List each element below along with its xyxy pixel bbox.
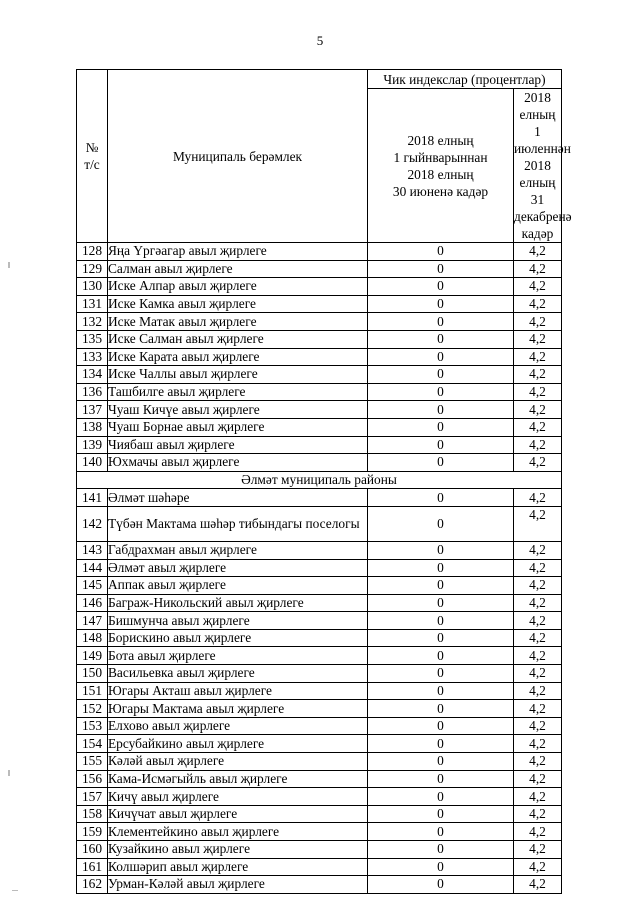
row-index-period-1: 0 bbox=[368, 735, 514, 753]
table-row bbox=[77, 541, 562, 559]
row-number: 135 bbox=[77, 330, 108, 348]
row-number: 160 bbox=[77, 841, 108, 859]
row-municipality: Иске Салман авыл җирлеге bbox=[108, 330, 368, 348]
row-index-period-2: 4,2 bbox=[514, 348, 562, 366]
table-row bbox=[77, 577, 562, 595]
table-row bbox=[77, 559, 562, 577]
row-index-period-2: 4,2 bbox=[514, 295, 562, 313]
row-number: 156 bbox=[77, 770, 108, 788]
table-row bbox=[77, 243, 562, 261]
row-index-period-1: 0 bbox=[368, 348, 514, 366]
table-row bbox=[77, 788, 562, 806]
row-municipality: Кузайкино авыл җирлеге bbox=[108, 841, 368, 859]
row-number: 153 bbox=[77, 717, 108, 735]
row-index-period-1: 0 bbox=[368, 541, 514, 559]
row-index-period-1: 0 bbox=[368, 489, 514, 507]
row-municipality: Клементейкино авыл җирлеге bbox=[108, 823, 368, 841]
table-body-part-1 bbox=[77, 243, 562, 472]
table-row bbox=[77, 735, 562, 753]
table-row bbox=[77, 841, 562, 859]
row-index-period-1: 0 bbox=[368, 506, 514, 541]
row-municipality: Иске Карата авыл җирлеге bbox=[108, 348, 368, 366]
row-index-period-1: 0 bbox=[368, 805, 514, 823]
row-index-period-2: 4,2 bbox=[514, 876, 562, 894]
scan-mark bbox=[8, 770, 10, 776]
table-row bbox=[77, 260, 562, 278]
scan-mark bbox=[8, 262, 10, 268]
table-row bbox=[77, 330, 562, 348]
row-index-period-1: 0 bbox=[368, 682, 514, 700]
section-header: Әлмәт муниципаль районы bbox=[77, 471, 562, 489]
row-index-period-2: 4,2 bbox=[514, 700, 562, 718]
table-row bbox=[77, 418, 562, 436]
table-row bbox=[77, 753, 562, 771]
row-number: 143 bbox=[77, 541, 108, 559]
row-number: 162 bbox=[77, 876, 108, 894]
row-index-period-2: 4,2 bbox=[514, 418, 562, 436]
row-number: 131 bbox=[77, 295, 108, 313]
row-index-period-1: 0 bbox=[368, 823, 514, 841]
table-row bbox=[77, 295, 562, 313]
table-body-part-2 bbox=[77, 489, 562, 893]
row-number: 147 bbox=[77, 612, 108, 630]
row-number: 136 bbox=[77, 383, 108, 401]
row-index-period-2: 4,2 bbox=[514, 682, 562, 700]
row-municipality: Борискино авыл җирлеге bbox=[108, 629, 368, 647]
row-municipality: Чуаш Борнае авыл җирлеге bbox=[108, 418, 368, 436]
row-index-period-2: 4,2 bbox=[514, 489, 562, 507]
row-index-period-2: 4,2 bbox=[514, 841, 562, 859]
row-index-period-2: 4,2 bbox=[514, 805, 562, 823]
table-row bbox=[77, 489, 562, 507]
row-number: 149 bbox=[77, 647, 108, 665]
table-row bbox=[77, 823, 562, 841]
row-index-period-1: 0 bbox=[368, 665, 514, 683]
row-index-period-2: 4,2 bbox=[514, 260, 562, 278]
row-municipality: Иске Алпар авыл җирлеге bbox=[108, 278, 368, 296]
row-index-period-1: 0 bbox=[368, 629, 514, 647]
table-row bbox=[77, 647, 562, 665]
row-index-period-1: 0 bbox=[368, 700, 514, 718]
row-index-period-1: 0 bbox=[368, 295, 514, 313]
row-municipality: Иске Камка авыл җирлеге bbox=[108, 295, 368, 313]
row-number: 144 bbox=[77, 559, 108, 577]
row-index-period-2: 4,2 bbox=[514, 577, 562, 595]
table-row bbox=[77, 506, 562, 541]
row-municipality: Кәләй авыл җирлеге bbox=[108, 753, 368, 771]
row-municipality: Иске Матак авыл җирлеге bbox=[108, 313, 368, 331]
row-municipality: Кама-Исмәгыйль авыл җирлеге bbox=[108, 770, 368, 788]
row-number: 155 bbox=[77, 753, 108, 771]
row-index-period-1: 0 bbox=[368, 753, 514, 771]
row-number: 134 bbox=[77, 366, 108, 384]
row-municipality: Әлмәт авыл җирлеге bbox=[108, 559, 368, 577]
row-index-period-1: 0 bbox=[368, 436, 514, 454]
row-index-period-1: 0 bbox=[368, 330, 514, 348]
table-row bbox=[77, 366, 562, 384]
row-municipality: Габдрахман авыл җирлеге bbox=[108, 541, 368, 559]
row-municipality: Юхмачы авыл җирлеге bbox=[108, 454, 368, 472]
row-number: 146 bbox=[77, 594, 108, 612]
row-municipality: Чиябаш авыл җирлеге bbox=[108, 436, 368, 454]
row-number: 158 bbox=[77, 805, 108, 823]
row-index-period-2: 4,2 bbox=[514, 823, 562, 841]
row-index-period-2: 4,2 bbox=[514, 313, 562, 331]
row-municipality: Урман-Кәләй авыл җирлеге bbox=[108, 876, 368, 894]
row-number: 138 bbox=[77, 418, 108, 436]
scan-mark bbox=[12, 890, 18, 891]
row-municipality: Ерсубайкино авыл җирлеге bbox=[108, 735, 368, 753]
row-number: 148 bbox=[77, 629, 108, 647]
table-row bbox=[77, 278, 562, 296]
row-number: 137 bbox=[77, 401, 108, 419]
row-index-period-1: 0 bbox=[368, 612, 514, 630]
row-municipality: Яңа Үргәагар авыл җирлеге bbox=[108, 243, 368, 261]
row-index-period-2: 4,2 bbox=[514, 629, 562, 647]
row-municipality: Югары Мактама авыл җирлеге bbox=[108, 700, 368, 718]
row-index-period-2: 4,2 bbox=[514, 594, 562, 612]
row-index-period-1: 0 bbox=[368, 401, 514, 419]
row-municipality: Иске Чаллы авыл җирлеге bbox=[108, 366, 368, 384]
row-index-period-2: 4,2 bbox=[514, 665, 562, 683]
row-index-period-2: 4,2 bbox=[514, 612, 562, 630]
row-index-period-2: 4,2 bbox=[514, 541, 562, 559]
row-index-period-1: 0 bbox=[368, 788, 514, 806]
row-index-period-1: 0 bbox=[368, 876, 514, 894]
row-municipality: Югары Акташ авыл җирлеге bbox=[108, 682, 368, 700]
row-municipality: Аппак авыл җирлеге bbox=[108, 577, 368, 595]
row-number: 133 bbox=[77, 348, 108, 366]
row-index-period-2: 4,2 bbox=[514, 278, 562, 296]
row-municipality: Елхово авыл җирлеге bbox=[108, 717, 368, 735]
row-number: 154 bbox=[77, 735, 108, 753]
row-municipality: Бота авыл җирлеге bbox=[108, 647, 368, 665]
row-index-period-2: 4,2 bbox=[514, 788, 562, 806]
row-index-period-2: 4,2 bbox=[514, 647, 562, 665]
table-row bbox=[77, 348, 562, 366]
table-row bbox=[77, 612, 562, 630]
row-index-period-1: 0 bbox=[368, 260, 514, 278]
row-number: 129 bbox=[77, 260, 108, 278]
table-row bbox=[77, 700, 562, 718]
row-municipality: Бишмунча авыл җирлеге bbox=[108, 612, 368, 630]
row-municipality: Кичүчат авыл җирлеге bbox=[108, 805, 368, 823]
row-index-period-2: 4,2 bbox=[514, 735, 562, 753]
section-header-group bbox=[77, 471, 562, 489]
table-row bbox=[77, 858, 562, 876]
row-index-period-1: 0 bbox=[368, 313, 514, 331]
header-limit-indices: Чик индекслар (процентлар) bbox=[368, 70, 562, 89]
row-index-period-2: 4,2 bbox=[514, 559, 562, 577]
table-row bbox=[77, 313, 562, 331]
row-index-period-1: 0 bbox=[368, 647, 514, 665]
table-row bbox=[77, 665, 562, 683]
table-row bbox=[77, 682, 562, 700]
row-municipality: Әлмәт шәһәре bbox=[108, 489, 368, 507]
row-municipality: Баграж-Никольский авыл җирлеге bbox=[108, 594, 368, 612]
page-number: 5 bbox=[316, 33, 324, 48]
table-row bbox=[77, 770, 562, 788]
table-row bbox=[77, 629, 562, 647]
header-period-2: 2018 елның 1 июленнән 2018 елның 31 декабренә кадәр bbox=[514, 90, 572, 241]
row-number: 157 bbox=[77, 788, 108, 806]
table-row bbox=[77, 805, 562, 823]
row-index-period-1: 0 bbox=[368, 594, 514, 612]
row-index-period-2: 4,2 bbox=[514, 858, 562, 876]
row-municipality: Кичү авыл җирлеге bbox=[108, 788, 368, 806]
table-row bbox=[77, 594, 562, 612]
header-number: № т/с bbox=[77, 70, 108, 243]
row-index-period-1: 0 bbox=[368, 841, 514, 859]
row-number: 145 bbox=[77, 577, 108, 595]
row-index-period-2: 4,2 bbox=[514, 383, 562, 401]
index-table bbox=[76, 69, 572, 894]
row-index-period-2: 4,2 bbox=[514, 506, 562, 541]
row-index-period-1: 0 bbox=[368, 366, 514, 384]
header-period-1: 2018 елның 1 гыйнварыннан 2018 елның 30 июненә кадәр bbox=[368, 89, 514, 243]
table-row bbox=[77, 383, 562, 401]
row-index-period-1: 0 bbox=[368, 559, 514, 577]
row-municipality: Түбән Мактама шәһәр тибындагы поселогы bbox=[108, 506, 368, 541]
row-index-period-1: 0 bbox=[368, 243, 514, 261]
row-index-period-2: 4,2 bbox=[514, 243, 562, 261]
row-index-period-1: 0 bbox=[368, 717, 514, 735]
row-number: 128 bbox=[77, 243, 108, 261]
table-row bbox=[77, 401, 562, 419]
table-row bbox=[77, 717, 562, 735]
row-municipality: Колшәрип авыл җирлеге bbox=[108, 858, 368, 876]
row-number: 141 bbox=[77, 489, 108, 507]
row-index-period-2: 4,2 bbox=[514, 366, 562, 384]
row-municipality: Васильевка авыл җирлеге bbox=[108, 665, 368, 683]
row-number: 150 bbox=[77, 665, 108, 683]
row-index-period-2: 4,2 bbox=[514, 770, 562, 788]
row-number: 130 bbox=[77, 278, 108, 296]
row-number: 151 bbox=[77, 682, 108, 700]
row-number: 132 bbox=[77, 313, 108, 331]
row-number: 140 bbox=[77, 454, 108, 472]
row-index-period-1: 0 bbox=[368, 577, 514, 595]
row-index-period-2: 4,2 bbox=[514, 330, 562, 348]
row-index-period-1: 0 bbox=[368, 418, 514, 436]
row-index-period-1: 0 bbox=[368, 278, 514, 296]
row-number: 159 bbox=[77, 823, 108, 841]
row-index-period-1: 0 bbox=[368, 383, 514, 401]
row-index-period-2: 4,2 bbox=[514, 753, 562, 771]
table-row bbox=[77, 876, 562, 894]
row-index-period-2: 4,2 bbox=[514, 717, 562, 735]
row-number: 142 bbox=[77, 506, 108, 541]
row-number: 161 bbox=[77, 858, 108, 876]
row-index-period-1: 0 bbox=[368, 770, 514, 788]
row-number: 139 bbox=[77, 436, 108, 454]
row-index-period-1: 0 bbox=[368, 858, 514, 876]
row-index-period-2: 4,2 bbox=[514, 454, 562, 472]
row-municipality: Салман авыл җирлеге bbox=[108, 260, 368, 278]
row-index-period-2: 4,2 bbox=[514, 401, 562, 419]
header-municipality: Муниципаль берәмлек bbox=[108, 70, 368, 243]
table-header bbox=[77, 70, 572, 243]
row-number: 152 bbox=[77, 700, 108, 718]
row-municipality: Чуаш Кичүе авыл җирлеге bbox=[108, 401, 368, 419]
table-row bbox=[77, 436, 562, 454]
row-index-period-1: 0 bbox=[368, 454, 514, 472]
row-municipality: Ташбилге авыл җирлеге bbox=[108, 383, 368, 401]
row-index-period-2: 4,2 bbox=[514, 436, 562, 454]
table-row bbox=[77, 454, 562, 472]
